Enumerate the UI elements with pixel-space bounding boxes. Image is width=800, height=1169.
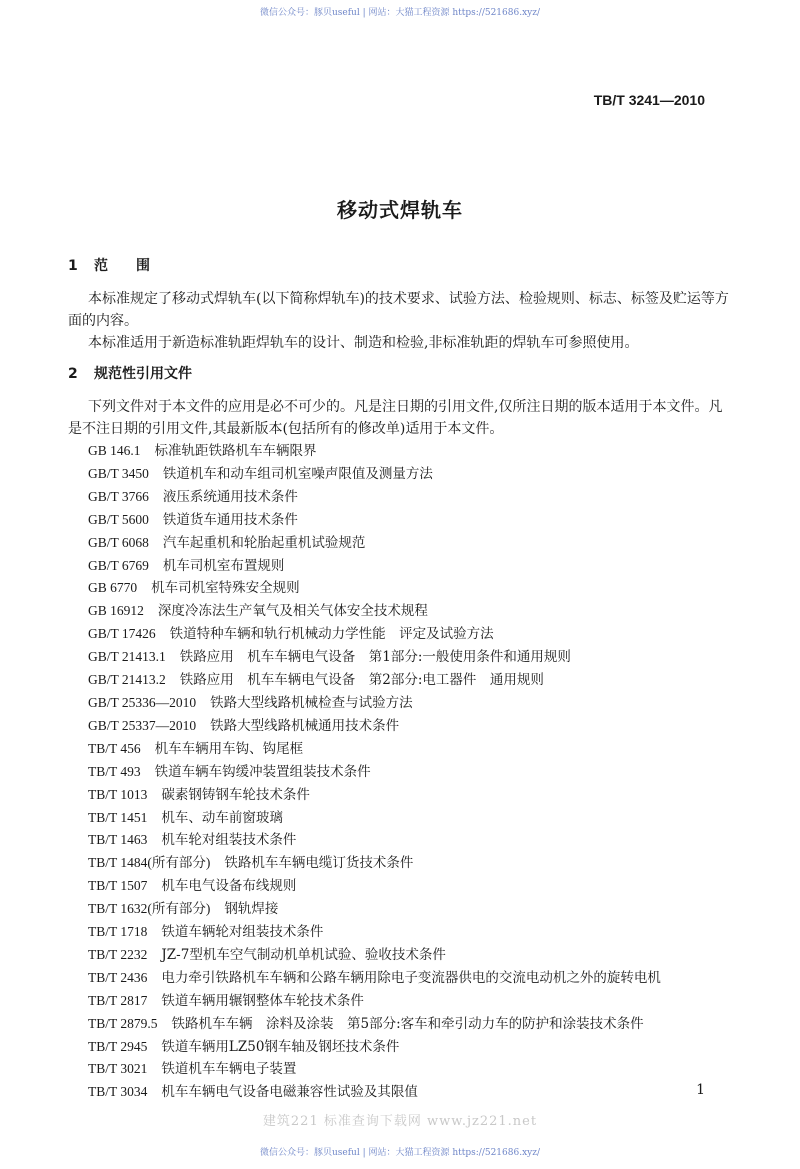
section-title: 规范性引用文件 (94, 366, 192, 382)
reference-item (88, 600, 732, 623)
page-title: 移动式焊轨车 (337, 198, 463, 222)
reference-code: GB/T 5600 (88, 511, 149, 527)
watermark-top: 微信公众号：豚贝useful | 网站：大猫工程资源 https://521686.xyz/ (259, 8, 541, 18)
reference-code: GB/T 3450 (88, 465, 149, 481)
section-2-heading (68, 364, 732, 384)
reference-item (88, 486, 732, 509)
reference-title: 机车轮对组装技术条件 (161, 832, 297, 849)
reference-code: TB/T 2879.5 (88, 1015, 158, 1031)
reference-code: GB/T 3766 (88, 488, 149, 504)
reference-title: 机车、动车前窗玻璃 (161, 809, 283, 826)
reference-item (88, 509, 732, 532)
reference-item (88, 646, 732, 669)
reference-code: GB/T 25336—2010 (88, 694, 197, 710)
reference-code: TB/T 1463 (88, 832, 148, 848)
reference-code: TB/T 1718 (88, 924, 148, 940)
reference-title: 深度冷冻法生产氧气及相关气体安全技术规程 (157, 603, 428, 620)
reference-item (88, 1013, 732, 1036)
reference-item (88, 1058, 732, 1081)
reference-title: 液压系统通用技术条件 (162, 488, 298, 505)
reference-title: 铁道机车车辆电子装置 (161, 1061, 297, 1078)
reference-code: TB/T 1484(所有部分) (88, 855, 211, 871)
section-title: 范 围 (94, 258, 150, 274)
reference-title: 铁道特种车辆和轨行机械动力学性能 评定及试验方法 (169, 626, 494, 643)
page-number: 1 (696, 1082, 705, 1098)
reference-code: GB/T 6068 (88, 534, 149, 550)
reference-item (88, 921, 732, 944)
reference-item (88, 761, 732, 784)
reference-title: JZ-7型机车空气制动机单机试验、验收技术条件 (161, 946, 446, 963)
reference-title: 铁路应用 机车车辆电气设备 第2部分:电工器件 通用规则 (179, 672, 544, 689)
reference-code: GB/T 21413.1 (88, 649, 166, 665)
reference-item (88, 440, 732, 463)
reference-title: 机车电气设备布线规则 (161, 878, 297, 895)
section-number: 1 (68, 258, 78, 274)
reference-code: TB/T 3034 (88, 1084, 148, 1100)
document-body (68, 256, 732, 1104)
reference-item (88, 990, 732, 1013)
reference-title: 铁道机车和动车组司机室噪声限值及测量方法 (162, 465, 433, 482)
reference-code: GB/T 6769 (88, 557, 149, 573)
reference-title: 铁路大型线路机械检查与试验方法 (210, 694, 413, 711)
reference-item (88, 555, 732, 578)
reference-title: 钢轨焊接 (224, 901, 279, 918)
reference-list (68, 440, 732, 1104)
reference-title: 铁路大型线路机械通用技术条件 (210, 717, 400, 734)
reference-item (88, 898, 732, 921)
reference-item (88, 967, 732, 990)
reference-item (88, 1081, 732, 1104)
reference-item (88, 807, 732, 830)
reference-title: 机车车辆用车钩、钩尾框 (154, 740, 304, 757)
reference-item (88, 1036, 732, 1059)
watermark-bottom: 微信公众号：豚贝useful | 网站：大猫工程资源 https://521686.xyz/ (259, 1148, 541, 1158)
reference-item (88, 738, 732, 761)
reference-code: TB/T 2945 (88, 1038, 148, 1054)
reference-item (88, 577, 732, 600)
reference-code: TB/T 3021 (88, 1061, 148, 1077)
reference-title: 铁道车辆轮对组装技术条件 (161, 924, 324, 941)
watermark-site: 建筑221 标准查询下载网 www.jz221.net (262, 1114, 538, 1129)
reference-item (88, 715, 732, 738)
reference-code: TB/T 2232 (88, 946, 148, 962)
reference-title: 机车车辆电气设备电磁兼容性试验及其限值 (161, 1084, 418, 1101)
reference-title: 铁道车辆用LZ50钢车轴及钢坯技术条件 (161, 1038, 400, 1055)
reference-code: GB/T 21413.2 (88, 672, 166, 688)
reference-title: 标准轨距铁路机车车辆限界 (154, 443, 317, 459)
reference-code: TB/T 493 (88, 763, 141, 779)
reference-title: 汽车起重机和轮胎起重机试验规范 (162, 534, 366, 551)
reference-item (88, 532, 732, 555)
reference-code: TB/T 1013 (88, 786, 148, 802)
reference-item (88, 829, 732, 852)
reference-title: 铁路应用 机车车辆电气设备 第1部分:一般使用条件和通用规则 (179, 649, 571, 666)
reference-title: 铁路机车车辆电缆订货技术条件 (224, 855, 414, 872)
reference-title: 铁路机车车辆 涂料及涂装 第5部分:客车和牵引动力车的防护和涂装技术条件 (171, 1015, 644, 1032)
section-1-heading (68, 256, 732, 276)
section-number: 2 (68, 366, 78, 382)
reference-code: TB/T 456 (88, 740, 141, 756)
reference-code: GB/T 17426 (88, 626, 156, 642)
reference-item (88, 875, 732, 898)
reference-code: GB/T 25337—2010 (88, 717, 197, 733)
reference-title: 铁道货车通用技术条件 (162, 511, 298, 528)
reference-title: 电力牵引铁路机车车辆和公路车辆用除电子变流器供电的交流电动机之外的旋转电机 (161, 969, 661, 986)
paragraph: 下列文件对于本文件的应用是必不可少的。凡是注日期的引用文件,仅所注日期的版本适用于本文件。凡是不注日期的引用文件,其最新版本(包括所有的修改单)适用于本文件。 (68, 399, 723, 437)
reference-code: TB/T 2436 (88, 969, 148, 985)
reference-code: TB/T 1451 (88, 809, 148, 825)
reference-title: 铁道车辆车钩缓冲装置组装技术条件 (154, 763, 371, 780)
reference-code: TB/T 1632(所有部分) (88, 901, 211, 917)
reference-item (88, 692, 732, 715)
reference-code: GB 16912 (88, 603, 144, 619)
reference-title: 机车司机室特殊安全规则 (151, 580, 300, 597)
reference-item (88, 669, 732, 692)
reference-title: 碳素钢铸钢车轮技术条件 (161, 786, 310, 803)
reference-code: GB 146.1 (88, 443, 141, 458)
reference-title: 铁道车辆用辗钢整体车轮技术条件 (161, 992, 364, 1009)
reference-code: TB/T 1507 (88, 878, 148, 894)
reference-item (88, 784, 732, 807)
paragraph: 本标准适用于新造标准轨距焊轨车的设计、制造和检验,非标准轨距的焊轨车可参照使用。 (88, 335, 639, 351)
standard-code: TB/T 3241—2010 (593, 92, 705, 108)
reference-item (88, 944, 732, 967)
paragraph: 本标准规定了移动式焊轨车(以下简称焊轨车)的技术要求、试验方法、检验规则、标志、标签及贮运等方面的内容。 (68, 291, 729, 329)
reference-title: 机车司机室布置规则 (162, 557, 285, 574)
reference-item (88, 852, 732, 875)
reference-item (88, 463, 732, 486)
reference-code: GB 6770 (88, 580, 138, 596)
reference-item (88, 623, 732, 646)
reference-code: TB/T 2817 (88, 992, 148, 1008)
